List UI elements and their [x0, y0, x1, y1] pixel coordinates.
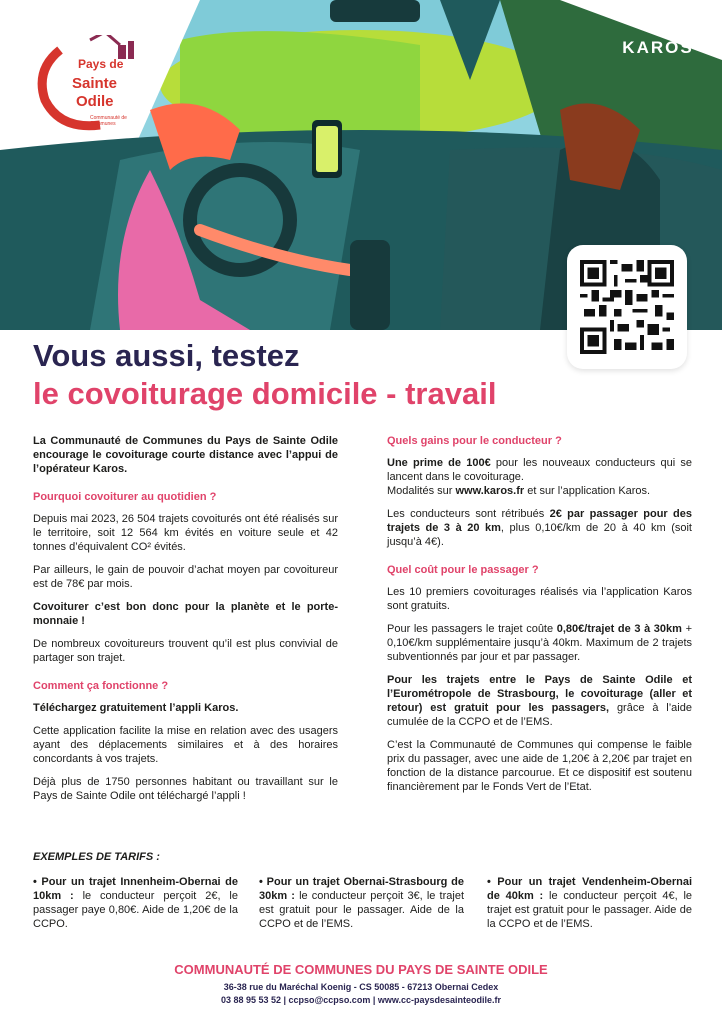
qr-code[interactable] — [567, 245, 687, 369]
paragraph-application: Cette application facilite la mise en relation avec des usagers ayant des déplacements similaires et à des horaires concordants à vos trajets. — [33, 725, 338, 765]
right-column — [387, 434, 692, 803]
logo-pays-sainte-odile — [30, 35, 150, 135]
example-strasbourg: • Pour un trajet Obernai-Strasbourg de 30km : le conducteur perçoit 3€, le trajet est gratuit pour le passager. Aide de la CCPO et de l’EMS. — [259, 876, 465, 930]
paragraph-utilisateurs: Déjà plus de 1750 personnes habitant ou travaillant sur le Pays de Sainte Odile ont téléchargé l’appli ! — [33, 776, 338, 802]
page-title: Vous aussi, testez — [33, 338, 300, 373]
logo-odile-text: Odile — [76, 93, 114, 110]
paragraph-planete: Covoiturer c’est bon donc pour la planète et le porte-monnaie ! — [33, 601, 338, 627]
karos-name: KAROS — [622, 38, 694, 57]
karos-link[interactable]: www.karos.fr — [455, 485, 525, 497]
karos-logo — [616, 18, 700, 58]
heading-gains: Quels gains pour le conducteur ? — [387, 435, 562, 447]
paragraph-convivial: De nombreux covoitureurs trouvent qu’il est plus convivial de partager son trajet. — [33, 638, 338, 664]
paragraph-gratuits: Les 10 premiers covoiturages réalisés via l’application Karos sont gratuits. — [387, 586, 692, 612]
intro-paragraph: La Communauté de Communes du Pays de Sainte Odile encourage le covoiturage courte distance avec l’appui de l’opérateur Karos. — [33, 435, 338, 475]
footer — [0, 962, 722, 1005]
footer-contact: 03 88 95 53 52 | ccpso@ccpso.com | www.cc-paysdesainteodile.fr — [220, 995, 502, 1005]
paragraph-compensation: C’est la Communauté de Communes qui compense le faible prix du passager, avec une aide de 1,20€ à 2,20€ par trajet en fonction de la distance parcourue. Et ce dispositif est soutenu financièrement par le Fonds Vert de l’Etat. — [387, 739, 692, 793]
paragraph-strasbourg: Pour les trajets entre le Pays de Sainte Odile et l’Eurométropole de Strasbourg, le covoiturage (aller et retour) est gratuit pour les passagers, grâce à l’aide cumulée de la CCPO et de l’EMS. — [387, 674, 692, 728]
heading-pourquoi: Pourquoi covoiturer au quotidien ? — [33, 491, 217, 503]
example-vendenheim: • Pour un trajet Vendenheim-Obernai de 40km : le conducteur perçoit 4€, le trajet est gratuit pour le passager. Aide de la CCPO et de l’EMS. — [487, 876, 693, 930]
page-subtitle: le covoiturage domicile - travail — [33, 376, 497, 411]
paragraph-telecharger: Téléchargez gratuitement l’appli Karos. — [33, 702, 239, 714]
logo-subtitle: Communauté de Communes — [90, 115, 127, 127]
paragraph-gain: Par ailleurs, le gain de pouvoir d’achat moyen par covoitureur est de 78€ par mois. — [33, 564, 338, 590]
left-column — [33, 434, 338, 812]
qr-code-icon — [580, 260, 674, 354]
logo-sainte-text: Sainte — [72, 75, 118, 92]
paragraph-retribution: Les conducteurs sont rétribués 2€ par passager pour des trajets de 3 à 20 km, plus 0,10€/km de 20 à 40 km (soit jusqu’à 4€). — [387, 508, 692, 548]
footer-address: 36-38 rue du Maréchal Koenig - CS 50085 - 67213 Obernai Cedex — [223, 982, 499, 992]
examples-title: EXEMPLES DE TARIFS : — [33, 851, 160, 863]
paragraph-prime: Une prime de 100€ pour les nouveaux conducteurs qui se lancent dans le covoiturage. Modalités sur www.karos.fr et sur l’application Karos. — [387, 457, 693, 497]
example-innenheim: • Pour un trajet Innenheim-Obernai de 10km : le conducteur perçoit 2€, le passager paye 0,80€. Aide de 1,20€ de la CCPO. — [33, 876, 238, 930]
footer-organisation: COMMUNAUTÉ DE COMMUNES DU PAYS DE SAINTE ODILE — [174, 962, 548, 977]
heading-cout: Quel coût pour le passager ? — [387, 564, 539, 576]
heading-comment: Comment ça fonctionne ? — [33, 680, 169, 692]
paragraph-tarif-passager: Pour les passagers le trajet coûte 0,80€/trajet de 3 à 30km + 0,10€/km supplémentaire jusqu’à 40km. Maximum de 2 trajets subventionnés par jour et par passager. — [387, 623, 693, 663]
crown-icon: ♛ — [649, 17, 667, 39]
logo-pays-text: Pays de — [78, 57, 124, 71]
paragraph-stats: Depuis mai 2023, 26 504 trajets covoiturés ont été réalisés sur le territoire, soit 12 564 km évités en voiture seule et 42 tonnes d’équivalent CO² évités. — [33, 513, 338, 553]
